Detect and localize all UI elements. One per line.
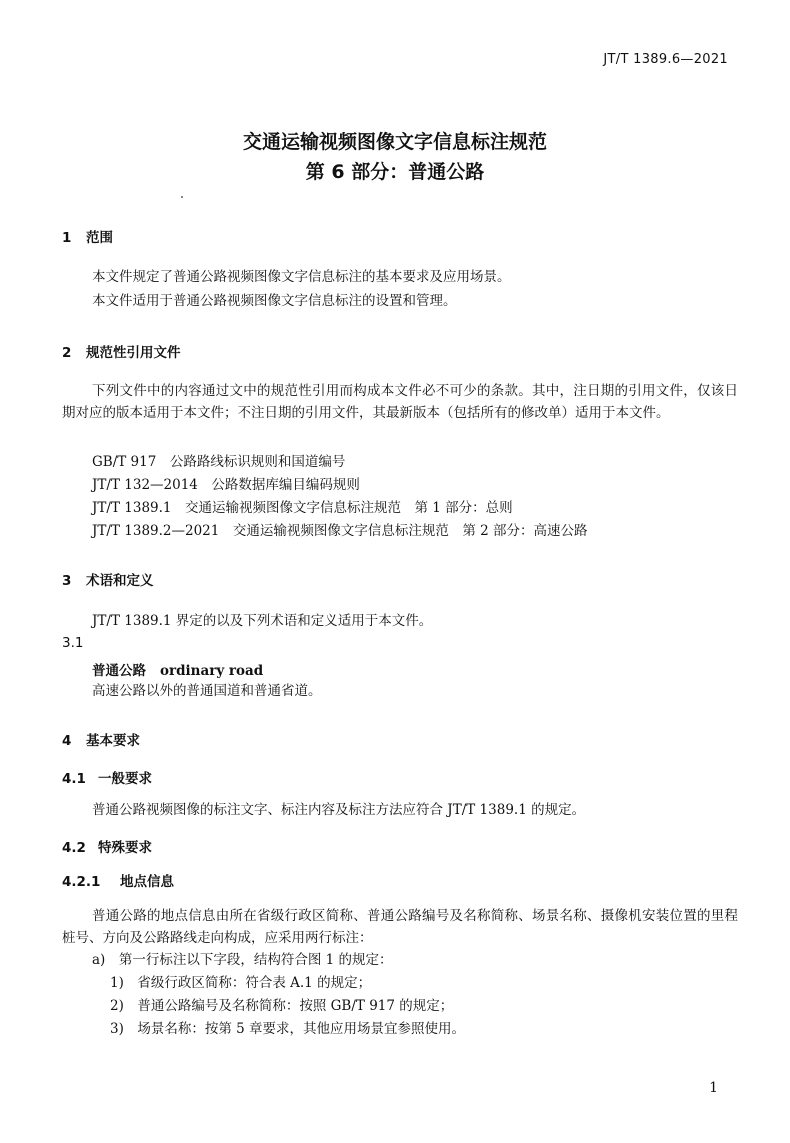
clause-3-1-number: 3.1: [62, 635, 84, 651]
section-1-heading: [62, 226, 113, 246]
section-2-heading: [62, 341, 181, 361]
section-title: 特殊要求: [98, 840, 152, 856]
section-title: 基本要求: [86, 733, 140, 749]
section-1-paragraph-1: 本文件规定了普通公路视频图像文字信息标注的基本要求及应用场景。: [92, 269, 511, 285]
section-number: 4.2.1: [62, 874, 101, 890]
section-number: 2: [62, 345, 72, 361]
section-title: 术语和定义: [86, 573, 154, 589]
term-chinese: 普通公路: [92, 663, 146, 679]
document-title: 交通运输视频图像文字信息标注规范: [242, 131, 547, 153]
section-4-heading: [62, 729, 140, 749]
section-title: 规范性引用文件: [86, 345, 181, 361]
page-number: 1: [709, 1080, 718, 1096]
reference-item: JT/T 1389.1 交通运输视频图像文字信息标注规范 第 1 部分：总则: [92, 500, 513, 516]
term-definition: 高速公路以外的普通国道和普通省道。: [92, 683, 322, 699]
section-title: 范围: [86, 230, 113, 246]
speck-mark: [181, 196, 183, 198]
section-2-paragraph: 下列文件中的内容通过文中的规范性引用而构成本文件必不可少的条款。其中，注日期的引用文件，仅该日期对应的版本适用于本文件；不注日期的引用文件，其最新版本（包括所有的修改单）适用于本文件。: [62, 383, 738, 421]
section-title: 地点信息: [120, 874, 174, 890]
section-number: 4.1: [62, 771, 86, 787]
term-english: ordinary road: [160, 663, 264, 679]
term-entry: [92, 659, 263, 679]
list-subitem: 1) 省级行政区简称：符合表 A.1 的规定；: [110, 975, 372, 991]
list-item-a: a) 第一行标注以下字段，结构符合图 1 的规定：: [92, 952, 393, 968]
section-3-paragraph: JT/T 1389.1 界定的以及下列术语和定义适用于本文件。: [92, 613, 433, 629]
section-4-2-1-heading: [62, 870, 174, 890]
reference-item: GB/T 917 公路路线标识规则和国道编号: [92, 454, 346, 470]
section-title: 一般要求: [98, 771, 152, 787]
section-4-1-paragraph: 普通公路视频图像的标注文字、标注内容及标注方法应符合 JT/T 1389.1 的规定。: [92, 802, 586, 818]
standard-code: JT/T 1389.6—2021: [603, 52, 728, 67]
section-number: 4: [62, 733, 72, 749]
section-4-1-heading: [62, 767, 152, 787]
section-number: 1: [62, 230, 72, 246]
list-subitem: 3) 场景名称：按第 5 章要求，其他应用场景宜参照使用。: [110, 1021, 466, 1037]
section-4-2-heading: [62, 836, 152, 856]
section-3-heading: [62, 569, 154, 589]
section-number: 3: [62, 573, 72, 589]
reference-item: JT/T 132—2014 公路数据库编目编码规则: [92, 477, 360, 493]
reference-item: JT/T 1389.2—2021 交通运输视频图像文字信息标注规范 第 2 部分：高速公路: [92, 523, 588, 539]
section-number: 4.2: [62, 840, 86, 856]
document-subtitle: 第 6 部分：普通公路: [305, 161, 485, 183]
list-subitem: 2) 普通公路编号及名称简称：按照 GB/T 917 的规定；: [110, 998, 454, 1014]
section-4-2-1-paragraph: 普通公路的地点信息由所在省级行政区简称、普通公路编号及名称简称、场景名称、摄像机安装位置的里程桩号、方向及公路路线走向构成，应采用两行标注：: [62, 908, 738, 946]
section-1-paragraph-2: 本文件适用于普通公路视频图像文字信息标注的设置和管理。: [92, 293, 457, 309]
